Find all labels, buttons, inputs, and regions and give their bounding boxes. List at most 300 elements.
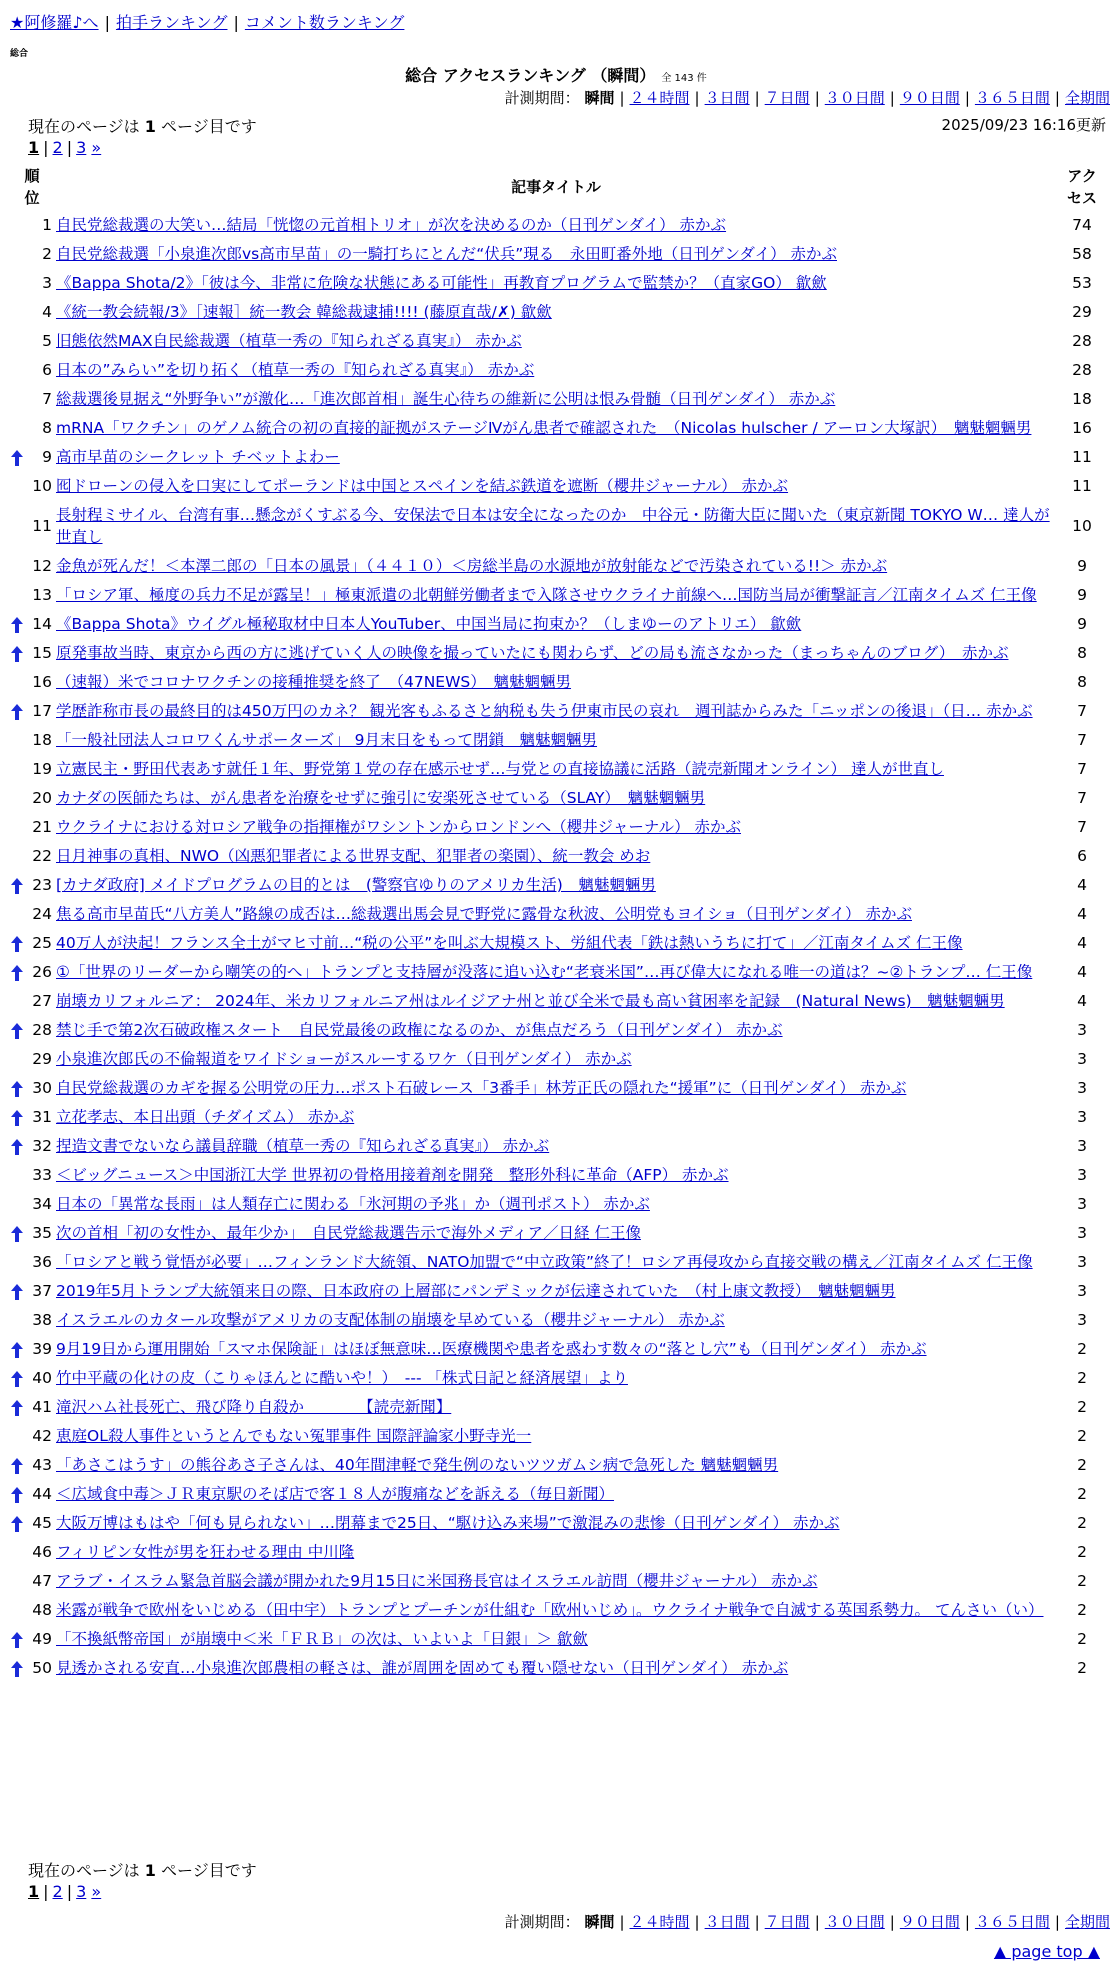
rank-cell	[8, 1161, 56, 1190]
article-title-link[interactable]: 「一般社団法人コロワくんサポーターズ」 9月末日をもって閉鎖 魑魅魍魎男	[56, 731, 598, 749]
article-title-link[interactable]: 滝沢ハム社長死亡、飛び降り自殺か 【読売新聞】	[56, 1398, 452, 1416]
up-arrow-icon	[10, 1371, 24, 1387]
up-arrow-icon	[10, 1284, 24, 1300]
article-title-link[interactable]: ウクライナにおける対ロシア戦争の指揮権がワシントンからロンドンへ（櫻井ジャーナル） 赤かぶ	[56, 818, 741, 836]
access-count: 10	[1072, 517, 1092, 535]
rank-number: 26	[32, 963, 52, 981]
rank-number: 28	[32, 1021, 52, 1039]
article-title-link[interactable]: ＜広域食中毒＞ＪＲ東京駅のそば店で客１８人が腹痛などを訴える（毎日新聞）	[56, 1485, 615, 1503]
article-title-link[interactable]: 自民党総裁選「小泉進次郎vs高市早苗」の一騎打ちにとんだ“伏兵”現る 永田町番外地（日刊ゲンダイ） 赤かぶ	[56, 245, 837, 263]
home-link[interactable]: ★阿修羅♪へ	[10, 13, 99, 32]
period-separator: |	[754, 89, 760, 107]
rank-number: 6	[42, 361, 52, 379]
comment-ranking-link[interactable]: コメント数ランキング	[244, 13, 405, 32]
article-title-link[interactable]: 崩壊カリフォルニア： 2024年、米カリフォルニア州はルイジアナ州と並び全米で最も高い貧困率を記録 (Natural News) 魑魅魍魎男	[56, 992, 1005, 1010]
title-cell	[56, 1335, 1056, 1364]
up-arrow-icon	[10, 1139, 24, 1155]
access-count: 28	[1072, 361, 1092, 379]
access-count: 11	[1072, 448, 1092, 466]
title-cell	[56, 1451, 1056, 1480]
table-row	[8, 472, 1108, 501]
pager-page-link[interactable]: 2	[52, 1882, 63, 1901]
rank-number: 12	[32, 557, 52, 575]
rank-number: 11	[32, 517, 52, 535]
period-link-4[interactable]: ９０日間	[899, 89, 960, 107]
table-row	[8, 1132, 1108, 1161]
rank-number: 5	[42, 332, 52, 350]
table-row	[8, 755, 1108, 784]
article-title-link[interactable]: 長射程ミサイル、台湾有事…懸念がくすぶる今、安保法で日本は安全になったのか 中谷元・防衛大臣に聞いた（東京新聞 TOKYO W… 達人が世直し	[56, 506, 1050, 546]
article-title-link[interactable]: 米露が戦争で欧州をいじめる（田中宇）トランプとプーチンが仕組む「欧州いじめ」。ウクライナ戦争で自滅する英国系勢力。 てんさい（い）	[56, 1601, 1044, 1619]
rank-number: 47	[32, 1572, 52, 1590]
access-count: 3	[1077, 1166, 1087, 1184]
access-count: 4	[1077, 934, 1087, 952]
item-count: 全 143 件	[661, 73, 707, 84]
article-title-link[interactable]: 「ロシア軍、極度の兵力不足が露呈！」極東派遣の北朝鮮労働者まで入隊させウクライナ前線へ…国防当局が衝撃証言／江南タイムズ 仁王像	[56, 586, 1037, 604]
pager-page-link[interactable]: 2	[52, 138, 63, 157]
rank-number: 43	[32, 1456, 52, 1474]
rank-cell	[8, 1480, 56, 1509]
rank-number: 23	[32, 876, 52, 894]
pager-separator: |	[43, 138, 49, 157]
article-title-link[interactable]: 《Bappa Shota》ウイグル極秘取材中日本人YouTuber、中国当局に拘束か？（しまゆーのアトリエ） 歙歛	[56, 615, 802, 633]
period-separator: |	[814, 1913, 820, 1931]
rank-cell	[8, 610, 56, 639]
rank-number: 10	[32, 477, 52, 495]
period-selector-bottom	[505, 1911, 1110, 1932]
article-title-link[interactable]: 《統一教会続報/3》［速報］統一教会 韓総裁逮捕!!!! (藤原直哉/✗) 歙歛	[56, 303, 552, 321]
period-separator: |	[619, 89, 625, 107]
rank-number: 50	[32, 1659, 52, 1677]
rank-cell	[8, 1132, 56, 1161]
clap-ranking-link[interactable]: 拍手ランキング	[115, 13, 228, 32]
article-title-link[interactable]: 立花孝志、本日出頭（チダイズム） 赤かぶ	[56, 1108, 355, 1126]
period-separator: |	[619, 1913, 625, 1931]
rank-number: 39	[32, 1340, 52, 1358]
rank-cell	[8, 240, 56, 269]
table-row	[8, 356, 1108, 385]
rank-number: 38	[32, 1311, 52, 1329]
access-count: 2	[1077, 1485, 1087, 1503]
title-cell	[56, 552, 1056, 581]
table-row	[8, 385, 1108, 414]
rank-number: 36	[32, 1253, 52, 1271]
rank-cell	[8, 1509, 56, 1538]
article-title-link[interactable]: 日月神事の真相、NWO（凶悪犯罪者による世界支配、犯罪者の楽園）、統一教会 めお	[56, 847, 651, 865]
table-row	[8, 501, 1108, 552]
up-arrow-icon	[10, 617, 24, 633]
title-cell	[56, 1422, 1056, 1451]
article-title-link[interactable]: mRNA「ワクチン」のゲノム統合の初の直接的証拠がステージⅣがん患者で確認された （Nicolas hulscher / アーロン大塚訳） 魑魅魍魎男	[56, 419, 1032, 437]
ranking-body	[8, 211, 1108, 1683]
rank-cell	[8, 327, 56, 356]
table-row	[8, 443, 1108, 472]
access-count: 16	[1072, 419, 1092, 437]
article-title-link[interactable]: ①「世界のリーダーから嘲笑の的へ」トランプと支持層が没落に追い込む“老衰米国”…再び偉大になれる唯一の道は？~②トランプ… 仁王像	[56, 963, 1033, 981]
rank-number: 48	[32, 1601, 52, 1619]
title-cell	[56, 1277, 1056, 1306]
up-arrow-icon	[10, 1661, 24, 1677]
period-link-2[interactable]: ７日間	[764, 1913, 810, 1931]
page-note-suffix: ページ目です	[161, 117, 257, 136]
table-row	[8, 1277, 1108, 1306]
article-title-link[interactable]: 2019年5月トランプ大統領来日の際、日本政府の上層部にパンデミックが伝達されていた （村上康文教授） 魑魅魍魎男	[56, 1282, 896, 1300]
title-cell	[56, 1045, 1056, 1074]
table-row	[8, 987, 1108, 1016]
up-arrow-icon	[10, 1023, 24, 1039]
title-cell	[56, 1219, 1056, 1248]
period-separator: |	[754, 1913, 760, 1931]
rank-cell	[8, 726, 56, 755]
rank-number: 44	[32, 1485, 52, 1503]
title-cell	[56, 1654, 1056, 1683]
rank-number: 34	[32, 1195, 52, 1213]
up-arrow-icon	[10, 1081, 24, 1097]
rank-number: 33	[32, 1166, 52, 1184]
access-count: 2	[1077, 1427, 1087, 1445]
article-title-link[interactable]: 9月19日から運用開始「スマホ保険証」はほぼ無意味…医療機関や患者を惑わす数々の“落とし穴”も（日刊ゲンダイ） 赤かぶ	[56, 1340, 927, 1358]
article-title-link[interactable]: 禁じ手で第2次石破政権スタート 自民党最後の政権になるのか、が焦点だろう（日刊ゲンダイ） 赤かぶ	[56, 1021, 783, 1039]
rank-number: 17	[32, 702, 52, 720]
title-header: 記事タイトル	[511, 178, 601, 196]
up-arrow-icon	[10, 1400, 24, 1416]
rank-cell	[8, 697, 56, 726]
period-link-5[interactable]: ３６５日間	[974, 1913, 1050, 1931]
up-arrow-icon	[10, 878, 24, 894]
access-count: 7	[1077, 731, 1087, 749]
article-title-link[interactable]: カナダの医師たちは、がん患者を治療をせずに強引に安楽死させている（SLAY） 魑魅魍魎男	[56, 789, 706, 807]
pager-page-link[interactable]: 3	[76, 1882, 87, 1901]
article-title-link[interactable]: 自民党総裁選の大笑い…結局「恍惚の元首相トリオ」が次を決めるのか（日刊ゲンダイ） 赤かぶ	[56, 216, 727, 234]
article-title-link[interactable]: 竹中平蔵の化けの皮（こりゃほんとに酷いや！） --- 「株式日記と経済展望」より	[56, 1369, 628, 1387]
rank-number: 2	[42, 245, 52, 263]
table-row	[8, 639, 1108, 668]
article-title-link[interactable]: 焦る高市早苗氏“八方美人”路線の成否は…総裁選出馬会見で野党に露骨な秋波、公明党もヨイショ（日刊ゲンダイ） 赤かぶ	[56, 905, 912, 923]
rank-cell	[8, 1103, 56, 1132]
rank-number: 30	[32, 1079, 52, 1097]
access-count: 3	[1077, 1079, 1087, 1097]
article-title-link[interactable]: アラブ・イスラム緊急首脳会議が開かれた9月15日に米国務長官はイスラエル訪問（櫻井ジャーナル） 赤かぶ	[56, 1572, 818, 1590]
period-current: 瞬間	[584, 89, 615, 107]
access-count: 6	[1077, 847, 1087, 865]
access-count: 8	[1077, 644, 1087, 662]
rank-cell	[8, 385, 56, 414]
article-title-link[interactable]: 「あさこはうす」の熊谷あさ子さんは、40年間津軽で発生例のないツツガムシ病で急死した 魑魅魍魎男	[56, 1456, 779, 1474]
article-title-link[interactable]: 40万人が決起！フランス全土がマヒ寸前…“税の公平”を叫ぶ大規模スト、労組代表「鉄は熱いうちに打て」／江南タイムズ 仁王像	[56, 934, 963, 952]
title-cell	[56, 755, 1056, 784]
nav-separator: |	[233, 13, 239, 32]
table-row	[8, 1625, 1108, 1654]
pager-current: 1	[28, 138, 40, 157]
table-row	[8, 1422, 1108, 1451]
table-row	[8, 1335, 1108, 1364]
access-count: 2	[1077, 1572, 1087, 1590]
title-cell	[56, 871, 1056, 900]
title-cell	[56, 1364, 1056, 1393]
rank-cell	[8, 1248, 56, 1277]
rank-number: 40	[32, 1369, 52, 1387]
up-arrow-icon	[10, 1458, 24, 1474]
title-cell	[56, 639, 1056, 668]
pager-next-link[interactable]: »	[91, 1882, 102, 1901]
table-row	[8, 958, 1108, 987]
access-count: 2	[1077, 1514, 1087, 1532]
table-row	[8, 900, 1108, 929]
title-cell	[56, 668, 1056, 697]
rank-cell	[8, 1538, 56, 1567]
period-selector-top	[505, 87, 1110, 108]
access-count: 7	[1077, 760, 1087, 778]
access-count: 3	[1077, 1224, 1087, 1242]
title-cell	[56, 1306, 1056, 1335]
table-row	[8, 871, 1108, 900]
table-row	[8, 1393, 1108, 1422]
access-count: 9	[1077, 586, 1087, 604]
access-count: 3	[1077, 1253, 1087, 1271]
title-cell	[56, 929, 1056, 958]
rank-cell	[8, 552, 56, 581]
access-count: 29	[1072, 303, 1092, 321]
table-row	[8, 1045, 1108, 1074]
access-count: 3	[1077, 1195, 1087, 1213]
period-link-6[interactable]: 全期間	[1064, 89, 1110, 107]
up-arrow-icon	[10, 936, 24, 952]
title-cell	[56, 1103, 1056, 1132]
rank-cell	[8, 784, 56, 813]
rank-cell	[8, 900, 56, 929]
period-separator: |	[814, 89, 820, 107]
access-count: 4	[1077, 876, 1087, 894]
up-arrow-icon	[10, 1110, 24, 1126]
access-count: 3	[1077, 1050, 1087, 1068]
access-count: 18	[1072, 390, 1092, 408]
title-cell	[56, 1538, 1056, 1567]
rank-cell	[8, 1190, 56, 1219]
title-cell	[56, 900, 1056, 929]
rank-header	[8, 163, 56, 211]
title-cell	[56, 414, 1056, 443]
rank-cell	[8, 1306, 56, 1335]
page-note-suffix: ページ目です	[161, 1861, 257, 1880]
pager-bottom	[28, 1882, 101, 1901]
rank-header-text: 順位	[24, 167, 40, 207]
rank-cell	[8, 472, 56, 501]
table-row	[8, 414, 1108, 443]
period-link-3[interactable]: ３０日間	[824, 89, 885, 107]
access-count: 4	[1077, 905, 1087, 923]
article-title-link[interactable]: 小泉進次郎氏の不倫報道をワイドショーがスルーするワケ（日刊ゲンダイ） 赤かぶ	[56, 1050, 632, 1068]
up-arrow-icon	[10, 646, 24, 662]
article-title-link[interactable]: 立憲民主・野田代表あす就任１年、野党第１党の存在感示せず…与党との直接協議に活路（読売新聞オンライン） 達人が世直し	[56, 760, 944, 778]
rank-cell	[8, 1654, 56, 1683]
article-title-link[interactable]: 金魚が死んだ！＜本澤二郎の「日本の風景」（４４１０）＜房総半島の水源地が放射能などで汚染されている!!＞ 赤かぶ	[56, 557, 888, 575]
period-separator: |	[964, 1913, 970, 1931]
period-link-4[interactable]: ９０日間	[899, 1913, 960, 1931]
title-cell	[56, 581, 1056, 610]
access-count: 53	[1072, 274, 1092, 292]
period-link-1[interactable]: ３日間	[704, 1913, 750, 1931]
rank-cell	[8, 1596, 56, 1625]
access-count: 2	[1077, 1369, 1087, 1387]
period-link-0[interactable]: ２４時間	[629, 1913, 690, 1931]
table-row	[8, 1306, 1108, 1335]
article-title-link[interactable]: 大阪万博はもはや「何も見られない」…閉幕まで25日、“駆け込み来場”で激混みの悲惨（日刊ゲンダイ） 赤かぶ	[56, 1514, 840, 1532]
table-row	[8, 1509, 1108, 1538]
access-count: 58	[1072, 245, 1092, 263]
page-note-number: 1	[144, 117, 156, 136]
title-cell	[56, 842, 1056, 871]
title-cell	[56, 1567, 1056, 1596]
table-row	[8, 1654, 1108, 1683]
title-cell	[56, 269, 1056, 298]
rank-cell	[8, 755, 56, 784]
article-title-link[interactable]: 自民党総裁選のカギを握る公明党の圧力…ポスト石破レース「3番手」林芳正氏の隠れた“援軍”に（日刊ゲンダイ） 赤かぶ	[56, 1079, 907, 1097]
table-row	[8, 1248, 1108, 1277]
pager-current: 1	[28, 1882, 40, 1901]
access-count: 2	[1077, 1340, 1087, 1358]
title-cell	[56, 1596, 1056, 1625]
period-link-1[interactable]: ３日間	[704, 89, 750, 107]
table-row	[8, 581, 1108, 610]
table-row	[8, 1451, 1108, 1480]
article-title-link[interactable]: ＜ビッグニュース＞中国浙江大学 世界初の骨格用接着剤を開発 整形外科に革命（AFP） 赤かぶ	[56, 1166, 729, 1184]
rank-cell	[8, 1393, 56, 1422]
page-note-prefix: 現在のページは	[28, 1861, 140, 1880]
rank-number: 1	[42, 216, 52, 234]
article-title-link[interactable]: 見透かされる安直…小泉進次郎農相の軽さは、誰が周囲を固めても覆い隠せない（日刊ゲンダイ） 赤かぶ	[56, 1659, 789, 1677]
rank-cell	[8, 298, 56, 327]
table-row	[8, 1364, 1108, 1393]
rank-number: 29	[32, 1050, 52, 1068]
access-count: 11	[1072, 477, 1092, 495]
article-title-link[interactable]: フィリピン女性が男を狂わせる理由 中川隆	[56, 1543, 355, 1561]
rank-number: 24	[32, 905, 52, 923]
period-link-3[interactable]: ３０日間	[824, 1913, 885, 1931]
article-title-link[interactable]: 原発事故当時、東京から西の方に逃げていく人の映像を撮っていたにも関わらず、どの局も流さなかった（まっちゃんのブログ） 赤かぶ	[56, 644, 1009, 662]
pager-separator: |	[66, 1882, 73, 1901]
page-note-number: 1	[144, 1861, 156, 1880]
article-title-link[interactable]: 恵庭OL殺人事件というとんでもない冤罪事件 国際評論家小野寺光一	[56, 1427, 532, 1445]
title-cell	[56, 726, 1056, 755]
rank-cell	[8, 871, 56, 900]
pager-page-link[interactable]: 3	[76, 138, 87, 157]
access-count: 7	[1077, 789, 1087, 807]
rank-number: 18	[32, 731, 52, 749]
rank-number: 20	[32, 789, 52, 807]
rank-cell	[8, 501, 56, 552]
table-row	[8, 784, 1108, 813]
period-link-0[interactable]: ２４時間	[629, 89, 690, 107]
table-row	[8, 240, 1108, 269]
article-title-link[interactable]: 高市早苗のシークレット チベットよわー	[56, 448, 340, 466]
title-cell	[56, 1074, 1056, 1103]
title-cell	[56, 987, 1056, 1016]
rank-number: 22	[32, 847, 52, 865]
period-separator: |	[694, 89, 700, 107]
period-link-5[interactable]: ３６５日間	[974, 89, 1050, 107]
title-cell	[56, 1393, 1056, 1422]
period-label: 計測期間：	[504, 89, 580, 107]
up-arrow-icon	[10, 1226, 24, 1242]
rank-number: 42	[32, 1427, 52, 1445]
access-count: 7	[1077, 702, 1087, 720]
title-cell	[56, 472, 1056, 501]
article-title-link[interactable]: イスラエルのカタール攻撃がアメリカの支配体制の崩壊を早めている（櫻井ジャーナル） 赤かぶ	[56, 1311, 725, 1329]
access-count: 2	[1077, 1543, 1087, 1561]
period-separator: |	[964, 89, 970, 107]
rank-number: 14	[32, 615, 52, 633]
top-nav	[10, 10, 404, 33]
article-title-link[interactable]: 《Bappa Shota/2》「彼は今、非常に危険な状態にある可能性」再教育プログラムで監禁か？（直家GO） 歙歛	[56, 274, 827, 292]
period-separator: |	[694, 1913, 700, 1931]
rank-cell	[8, 1074, 56, 1103]
table-row	[8, 1538, 1108, 1567]
article-title-link[interactable]: 囮ドローンの侵入を口実にしてポーランドは中国とスペインを結ぶ鉄道を遮断（櫻井ジャーナル） 赤かぶ	[56, 477, 789, 495]
title-cell	[56, 1480, 1056, 1509]
rank-cell	[8, 987, 56, 1016]
pager-separator: |	[43, 1882, 49, 1901]
rank-number: 25	[32, 934, 52, 952]
nav-separator: |	[104, 13, 110, 32]
table-row	[8, 668, 1108, 697]
access-count: 4	[1077, 963, 1087, 981]
genre-label: 総合	[10, 49, 29, 59]
pager-next-link[interactable]: »	[91, 138, 102, 157]
table-row	[8, 813, 1108, 842]
table-row	[8, 1074, 1108, 1103]
article-title-link[interactable]: 学歴詐称市長の最終目的は450万円のカネ？ 観光客もふるさと納税も失う伊東市民の哀れ 週刊誌からみた「ニッポンの後退」（日… 赤かぶ	[56, 702, 1033, 720]
rank-number: 19	[32, 760, 52, 778]
rank-cell	[8, 1219, 56, 1248]
title-cell	[56, 697, 1056, 726]
table-row	[8, 1016, 1108, 1045]
table-row	[8, 552, 1108, 581]
article-title-link[interactable]: [カナダ政府] メイドプログラムの目的とは (警察官ゆりのアメリカ生活) 魑魅魍魎男	[56, 876, 656, 894]
article-title-link[interactable]: 総裁選後見据え“外野争い”が激化…「進次郎首相」誕生心待ちの維新に公明は恨み骨髄（日刊ゲンダイ） 赤かぶ	[56, 390, 836, 408]
rank-cell	[8, 842, 56, 871]
period-link-6[interactable]: 全期間	[1064, 1913, 1110, 1931]
rank-number: 4	[42, 303, 52, 321]
table-row	[8, 1480, 1108, 1509]
title-cell	[56, 211, 1056, 240]
article-title-link[interactable]: （速報）米でコロナワクチンの接種推奨を終了 （47NEWS） 魑魅魍魎男	[56, 673, 572, 691]
title-cell	[56, 784, 1056, 813]
rank-cell	[8, 1567, 56, 1596]
page-top-link[interactable]: ▲ page top ▲	[993, 1942, 1100, 1961]
page-note-top	[28, 114, 257, 137]
rank-number: 49	[32, 1630, 52, 1648]
article-title-link[interactable]: 日本の「異常な長雨」は人類存亡に関わる「氷河期の予兆」か（週刊ポスト） 赤かぶ	[56, 1195, 650, 1213]
article-title-link[interactable]: 捏造文書でないなら議員辞職（植草一秀の『知られざる真実』） 赤かぶ	[56, 1137, 550, 1155]
table-row	[8, 929, 1108, 958]
article-title-link[interactable]: 日本の”みらい”を切り拓く（植草一秀の『知られざる真実』） 赤かぶ	[56, 361, 535, 379]
title-cell	[56, 298, 1056, 327]
rank-number: 41	[32, 1398, 52, 1416]
title-cell	[56, 610, 1056, 639]
period-separator: |	[889, 89, 895, 107]
rank-cell	[8, 1335, 56, 1364]
access-count: 9	[1077, 615, 1087, 633]
access-count: 2	[1077, 1398, 1087, 1416]
article-title-link[interactable]: 「不換紙幣帝国」が崩壊中＜米「ＦＲＢ」の次は、いよいよ「日銀」＞ 歙歛	[56, 1630, 588, 1648]
article-title-link[interactable]: 旧態依然MAX自民総裁選（植草一秀の『知られざる真実』） 赤かぶ	[56, 332, 522, 350]
table-row	[8, 327, 1108, 356]
article-title-link[interactable]: 次の首相「初の女性か、最年少か」 自民党総裁選告示で海外メディア／日経 仁王像	[56, 1224, 641, 1242]
title-cell	[56, 327, 1056, 356]
period-link-2[interactable]: ７日間	[764, 89, 810, 107]
article-title-link[interactable]: 「ロシアと戦う覚悟が必要」…フィンランド大統領、NATO加盟で“中立政策”終了！ロシア再侵攻から直接交戦の構え／江南タイムズ 仁王像	[56, 1253, 1033, 1271]
title-cell	[56, 1132, 1056, 1161]
